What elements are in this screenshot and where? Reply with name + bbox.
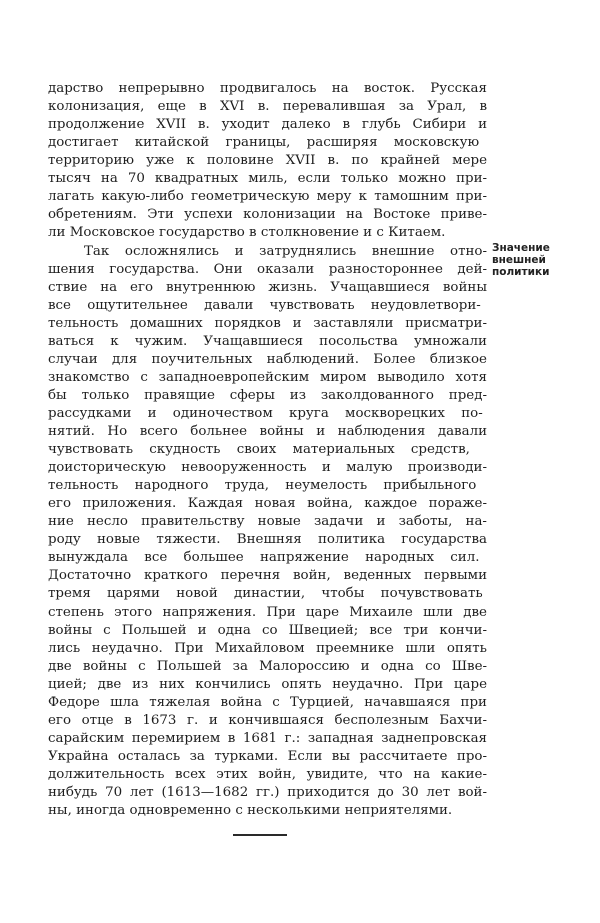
text-line: его приложения. Каждая новая война, каждое пораже- bbox=[48, 496, 487, 512]
text-line: тельность народного труда, неумелость прибыльного bbox=[48, 478, 477, 494]
text-line: тысяч на 70 квадратных миль, если только можно при- bbox=[48, 171, 488, 187]
text-line: две войны с Польшей за Малороссию и одна со Шве- bbox=[48, 658, 488, 674]
text-line: Так осложнялись и затруднялись внешние отно- bbox=[84, 243, 488, 259]
text-line: тельность домашних порядков и заставляли присматри- bbox=[48, 315, 488, 331]
margin-note-line: политики bbox=[492, 266, 550, 278]
text-line: степень этого напряжения. При царе Михаиле шли две bbox=[48, 604, 487, 620]
text-line: случаи для поучительных наблюдений. Более близкое bbox=[48, 351, 487, 367]
text-line: Федоре шла тяжелая война с Турцией, начавшаяся при bbox=[48, 694, 487, 710]
text-line: ны, иногда одновременно с несколькими неприятелями. bbox=[48, 803, 453, 818]
text-line: цией; две из них кончились опять неудачно. При царе bbox=[48, 676, 488, 692]
text-line: достигает китайской границы, расширяя московскую bbox=[48, 135, 480, 151]
text-line: колонизация, еще в XVI в. перевалившая за Урал, в bbox=[48, 99, 488, 114]
text-line: рассудками и одиночеством круга москворецких по- bbox=[48, 405, 483, 421]
section-divider bbox=[233, 834, 287, 836]
text-line: роду новые тяжести. Внешняя политика государства bbox=[48, 532, 487, 548]
text-line: должительность всех этих войн, увидите, что на какие- bbox=[48, 766, 487, 782]
text-line: Украйна осталась за турками. Если вы рассчитаете про- bbox=[48, 748, 487, 764]
text-line: знакомство с западноевропейским миром выводило хотя bbox=[48, 369, 488, 385]
text-line: войны с Польшей и одна со Швецией; все три кончи- bbox=[48, 622, 487, 638]
text-line: вынуждала все большее напряжение народных сил. bbox=[48, 550, 480, 566]
text-line: бы только правящие сферы из заколдованного пред- bbox=[48, 387, 487, 403]
text-line: лагать какую-либо геометрическую меру к тамошним при- bbox=[48, 189, 488, 205]
text-line: обретениям. Эти успехи колонизации на Востоке приве- bbox=[48, 207, 488, 223]
text-line: сарайским перемирием в 1681 г.: западная заднепровская bbox=[48, 730, 488, 746]
text-line: шения государства. Они оказали разностороннее дей- bbox=[48, 261, 488, 277]
text-line: доисторическую невооруженность и малую производи- bbox=[48, 460, 487, 476]
text-line: ли Московское государство в столкновение и с Китаем. bbox=[48, 225, 446, 241]
text-line: дарство непрерывно продвигалось на восток. Русская bbox=[48, 81, 487, 96]
text-line: тремя царями новой династии, чтобы почувствовать bbox=[48, 586, 483, 602]
text-line: лись неудачно. При Михайловом преемнике шли опять bbox=[48, 640, 487, 656]
text-line: его отце в 1673 г. и кончившаяся бесполезным Бахчи- bbox=[48, 712, 487, 728]
margin-note-line: внешней bbox=[492, 254, 546, 266]
text-line: чувствовать скудность своих материальных средств, bbox=[48, 442, 470, 457]
text-line: ствие на его внутреннюю жизнь. Учащавшиеся войны bbox=[48, 279, 487, 295]
text-line: продолжение XVII в. уходит далеко в глубь Сибири и bbox=[48, 117, 488, 133]
margin-note-line: Значение bbox=[492, 242, 550, 254]
margin-note bbox=[492, 242, 578, 278]
text-line: территорию уже к половине XVII в. по крайней мере bbox=[48, 153, 488, 169]
text-line: нятий. Но всего больнее войны и наблюдения давали bbox=[48, 423, 488, 439]
text-line: все ощутительнее давали чувствовать неудовлетвори- bbox=[48, 297, 481, 313]
text-line: Достаточно краткого перечня войн, веденных первыми bbox=[48, 568, 488, 584]
text-line: ние несло правительству новые задачи и заботы, на- bbox=[48, 514, 487, 530]
text-line: нибудь 70 лет (1613—1682 гг.) приходится до 30 лет вой- bbox=[48, 785, 488, 800]
text-line: ваться к чужим. Учащавшиеся посольства умножали bbox=[48, 333, 487, 349]
